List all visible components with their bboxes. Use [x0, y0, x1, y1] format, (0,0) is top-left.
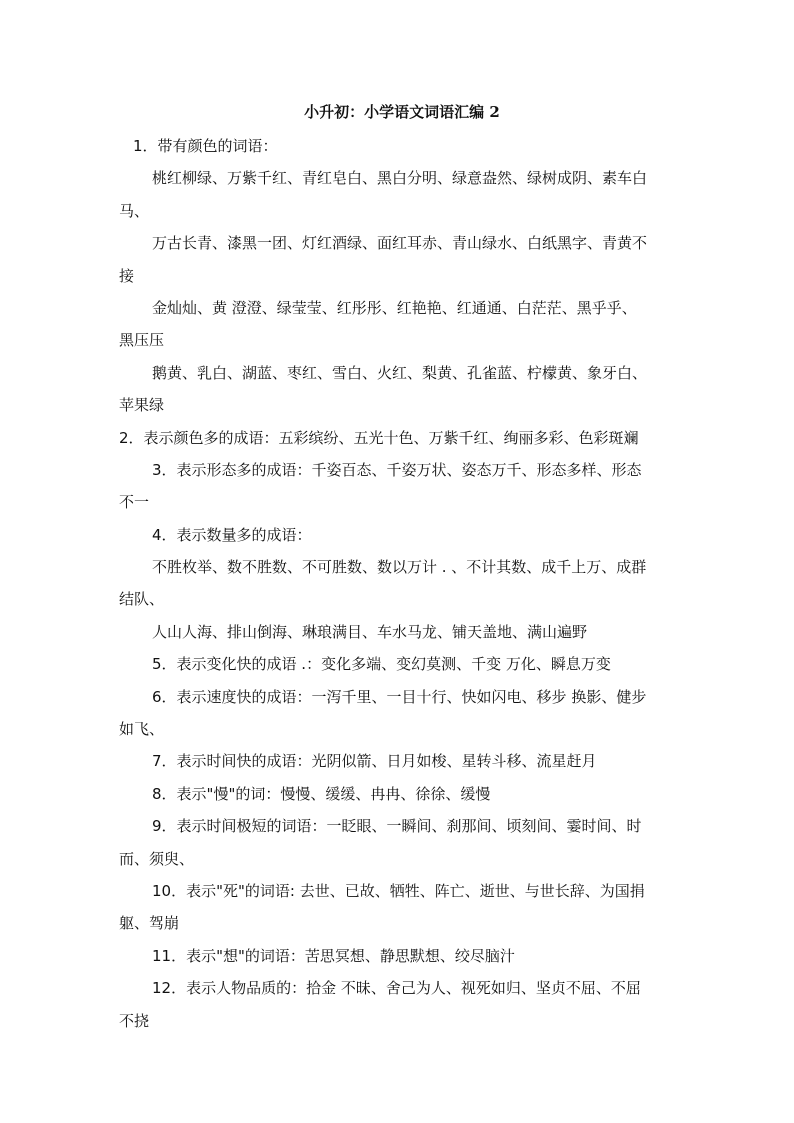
text-line: 桃红柳绿、万紫千红、青红皂白、黑白分明、绿意盎然、绿树成阴、素车白	[152, 169, 648, 188]
text-line: 不挠	[119, 1011, 150, 1030]
document-body	[119, 130, 691, 1037]
text-line: 8．表示"慢"的词：慢慢、缓缓、冉冉、徐徐、缓慢	[152, 784, 491, 803]
text-line: 而、须臾、	[119, 849, 195, 868]
text-line: 苹果绿	[119, 396, 165, 415]
text-line: 万古长青、漆黑一团、灯红酒绿、面红耳赤、青山绿水、白纸黑字、青黄不	[152, 234, 648, 253]
text-line: 金灿灿、黄 澄澄、绿莹莹、红彤彤、红艳艳、红通通、白茫茫、黑乎乎、	[152, 298, 637, 317]
text-line: 黑压压	[119, 331, 165, 350]
text-line: 5．表示变化快的成语 .：变化多端、变幻莫测、千变 万化、瞬息万变	[152, 655, 611, 674]
text-line: 人山人海、排山倒海、琳琅满目、车水马龙、铺天盖地、满山遍野	[152, 622, 588, 641]
text-line: 12．表示人物品质的：拾金 不昧、舍己为人、视死如归、坚贞不屈、不屈	[152, 979, 641, 998]
text-line: 躯、驾崩	[119, 914, 180, 933]
text-line: 10．表示"死"的词语: 去世、已故、牺牲、阵亡、逝世、与世长辞、为国捐	[152, 881, 645, 900]
text-line: 7．表示时间快的成语：光阴似箭、日月如梭、星转斗移、流星赶月	[152, 752, 597, 771]
text-line: 1．带有颜色的词语：	[133, 137, 278, 155]
text-line: 马、	[119, 201, 150, 220]
text-line: 4．表示数量多的成语：	[152, 525, 312, 544]
text-line: 不一	[119, 493, 150, 512]
page-title: 小升初：小学语文词语汇编 2	[304, 103, 500, 121]
text-line: 3．表示形态多的成语：千姿百态、千姿万状、姿态万千、形态多样、形态	[152, 460, 642, 479]
text-line: 如飞、	[119, 720, 165, 739]
text-line: 结队、	[119, 590, 165, 609]
text-line: 鹅黄、乳白、湖蓝、枣红、雪白、火红、梨黄、孔雀蓝、柠檬黄、象牙白、	[152, 363, 648, 382]
text-line: 6．表示速度快的成语：一泻千里、一目十行、快如闪电、移步 换影、健步	[152, 687, 647, 706]
text-line: 不胜枚举、数不胜数、不可胜数、数以万计 . 、不计其数、成千上万、成群	[152, 558, 647, 577]
text-line: 9．表示时间极短的词语：一眨眼、一瞬间、刹那间、顷刻间、霎时间、时	[152, 817, 642, 836]
text-line: 2．表示颜色多的成语：五彩缤纷、五光十色、万紫千红、绚丽多彩、色彩斑斓	[119, 428, 639, 447]
text-line: 11．表示"想"的词语：苦思冥想、静思默想、绞尽脑汁	[152, 946, 515, 965]
text-line: 接	[119, 266, 135, 285]
